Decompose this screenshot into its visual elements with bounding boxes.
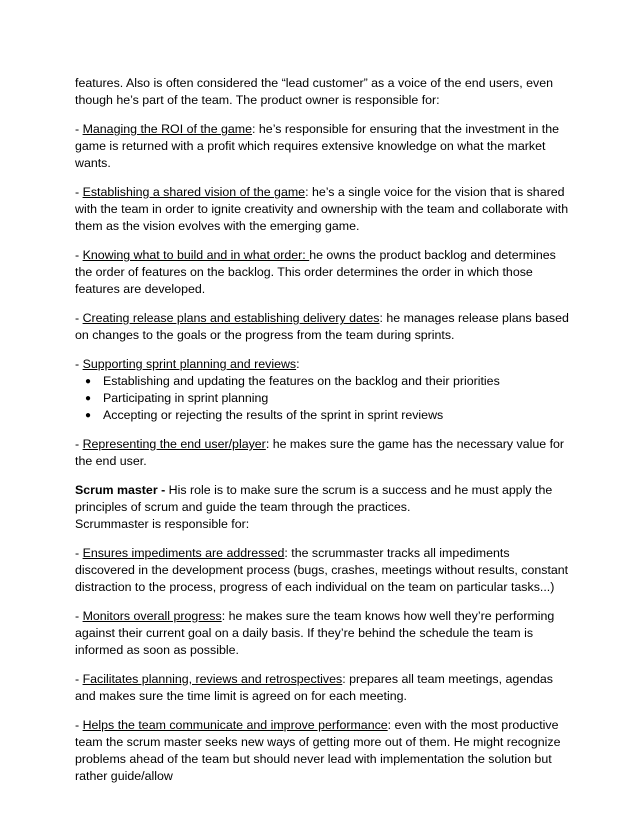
item-heading: Supporting sprint planning and reviews: [82, 357, 297, 371]
item-prefix: -: [75, 672, 83, 686]
list-item: [75, 373, 570, 390]
list-item: [75, 407, 570, 424]
item-text: : prepares all team meetings, agendas and makes sure the time limit is agreed on for each meeting.: [75, 672, 553, 703]
item-prefix: -: [75, 185, 83, 199]
bullet-text: Participating in sprint planning: [103, 391, 269, 405]
item-prefix: -: [75, 248, 83, 262]
po-item-sprint-planning: [75, 356, 570, 373]
item-prefix: -: [75, 311, 83, 325]
scrum-master-title: Scrum master -: [75, 483, 169, 497]
sm-item-impediments: [75, 545, 570, 596]
item-text: : even with the most productive team the scrum master seeks new ways of getting more out of them. He might recognize problems ahead of the team but should never lead with implementation the solution but rather guide/allow: [75, 718, 561, 783]
document-page: [75, 75, 570, 797]
item-prefix: -: [75, 546, 83, 560]
po-item-what-to-build: [75, 247, 570, 298]
item-heading: Ensures impediments are addressed: [82, 546, 285, 560]
item-text: : he makes sure the team knows how well they’re performing against their current goal on a daily basis. If they’re behind the schedule the team is informed as soon as possible.: [75, 609, 555, 657]
bullet-text: Accepting or rejecting the results of the sprint in sprint reviews: [103, 408, 444, 422]
item-heading: Establishing a shared vision of the game: [82, 185, 306, 199]
po-item-release-plans: [75, 310, 570, 344]
bullet-icon: ●: [85, 410, 92, 421]
item-heading: Helps the team communicate and improve performance: [82, 718, 388, 732]
item-prefix: -: [75, 357, 83, 371]
scrum-master-text: His role is to make sure the scrum is a success and he must apply the principles of scrum and guide the team through the practices.: [75, 483, 553, 514]
item-heading: Knowing what to build and in what order:: [82, 248, 310, 262]
item-heading: Managing the ROI of the game: [82, 122, 253, 136]
item-text: :: [296, 357, 300, 371]
item-heading: Representing the end user/player: [82, 437, 266, 451]
sprint-bullet-list: [75, 373, 570, 424]
bullet-text: Establishing and updating the features on the backlog and their priorities: [103, 374, 500, 388]
item-prefix: -: [75, 122, 83, 136]
sm-item-communicate: [75, 717, 570, 785]
bullet-icon: ●: [85, 376, 92, 387]
intro-paragraph: features. Also is often considered the “lead customer” as a voice of the end users, even though he’s part of the team. The product owner is responsible for:: [75, 76, 553, 107]
scrum-master-paragraph: [75, 482, 570, 533]
item-prefix: -: [75, 718, 83, 732]
item-text: : he makes sure the game has the necessary value for the end user.: [75, 437, 565, 468]
sm-item-progress: [75, 608, 570, 659]
item-text: : he’s a single voice for the vision that is shared with the team in order to ignite creativity and ownership with the team and collaborate with them as the vision evolves with the emerging game.: [75, 185, 569, 233]
item-heading: Monitors overall progress: [82, 609, 222, 623]
po-item-end-user: [75, 436, 570, 470]
scrum-master-responsible: Scrummaster is responsible for:: [75, 517, 250, 531]
item-text: : the scrummaster tracks all impediments discovered in the development process (bugs, crashes, meetings without results, constant distraction to the process, progress of each individual on the team on particular tasks...): [75, 546, 569, 594]
item-prefix: -: [75, 437, 83, 451]
po-item-shared-vision: [75, 184, 570, 235]
sm-item-facilitates: [75, 671, 570, 705]
item-text: : he’s responsible for ensuring that the investment in the game is returned with a profit which requires extensive knowledge on what the market wants.: [75, 122, 559, 170]
item-prefix: -: [75, 609, 83, 623]
item-heading: Facilitates planning, reviews and retrospectives: [82, 672, 343, 686]
list-item: [75, 390, 570, 407]
item-text: : he manages release plans based on changes to the goals or the progress from the team during sprints.: [75, 311, 569, 342]
po-item-roi: [75, 121, 570, 172]
item-text: he owns the product backlog and determines the order of features on the backlog. This order determines the order in which those features are developed.: [75, 248, 556, 296]
item-heading: Creating release plans and establishing delivery dates: [82, 311, 380, 325]
bullet-icon: ●: [85, 393, 92, 404]
